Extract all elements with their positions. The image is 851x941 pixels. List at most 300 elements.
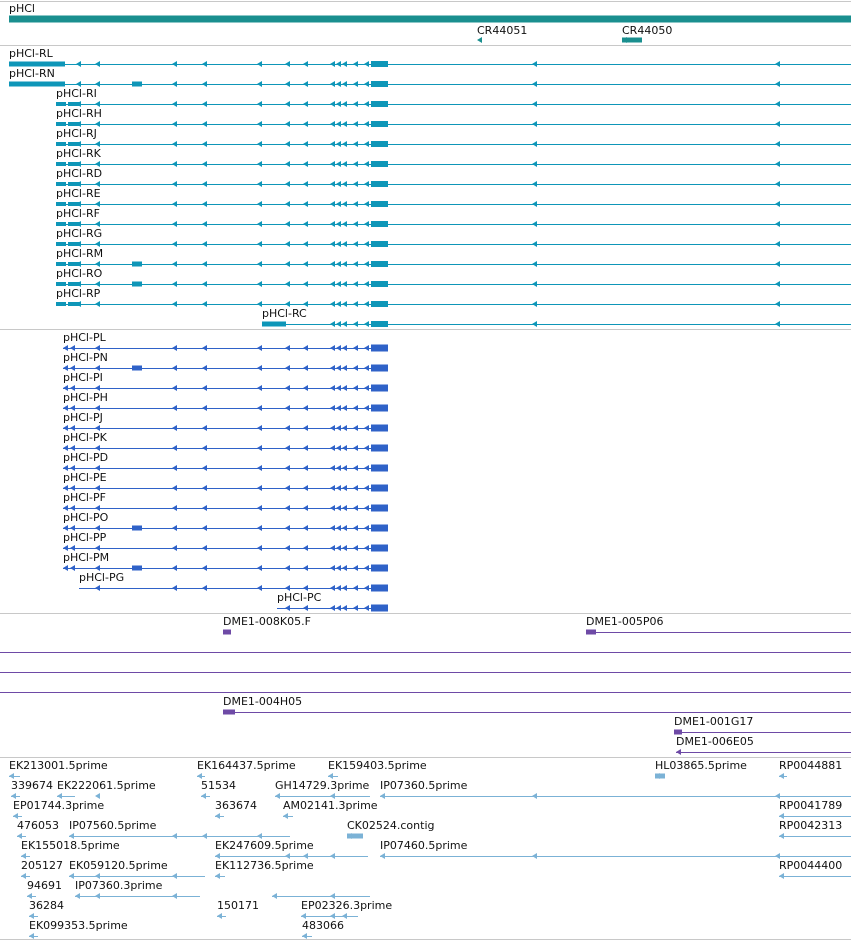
protein-strand-arrow [303,365,308,371]
protein-strand-arrow [364,505,369,511]
transcript-strand-arrow [257,281,262,287]
protein-strand-arrow [353,605,358,611]
transcript-strand-arrow [303,81,308,87]
transcript-strand-arrow [303,61,308,67]
transcript-strand-arrow [172,201,177,207]
protein-strand-arrow [336,465,341,471]
transcript-strand-arrow [364,301,369,307]
protein-strand-arrow [336,565,341,571]
protein-strand-arrow [257,545,262,551]
est-label: 483066 [302,919,344,932]
est-block[interactable] [347,834,363,839]
transcript-exon-block[interactable] [371,241,388,247]
protein-strand-arrow [342,445,347,451]
transcript-strand-arrow [330,301,335,307]
est-label: RP0044400 [779,859,843,872]
transcript-strand-arrow [257,201,262,207]
protein-exon-block[interactable] [371,565,388,572]
transcript-strand-arrow [285,181,290,187]
transcript-strand-arrow [336,221,341,227]
est-label: HL03865.5prime [655,759,747,772]
est-label: GH14729.3prime [275,779,370,792]
protein-strand-arrow [285,505,290,511]
noncoding-label: CR44050 [622,24,673,37]
protein-label: pHCl-PL [63,331,106,344]
protein-strand-arrow [353,465,358,471]
transcript-strand-arrow [364,241,369,247]
protein-strand-arrow [257,465,262,471]
est-label: CK02524.contig [347,819,435,832]
protein-strand-arrow [303,425,308,431]
est-label: EK222061.5prime [57,779,156,792]
protein-strand-arrow [303,445,308,451]
transcript-strand-arrow [532,201,537,207]
protein-strand-arrow [285,485,290,491]
protein-strand-arrow [342,345,347,351]
protein-strand-arrow [257,445,262,451]
transcript-utr-block[interactable] [9,82,65,87]
clone-block[interactable] [223,710,235,715]
protein-exon-block[interactable] [371,525,388,532]
transcript-strand-arrow [257,161,262,167]
transcript-utr-block[interactable] [56,222,66,226]
transcript-strand-arrow [202,221,207,227]
transcript-strand-arrow [336,101,341,107]
transcript-strand-arrow [172,101,177,107]
protein-exon-block[interactable] [371,345,388,352]
transcript-exon-block[interactable] [371,101,388,107]
protein-strand-arrow [336,585,341,591]
protein-strand-arrow [285,545,290,551]
protein-label: pHCl-PI [63,371,103,384]
transcript-strand-arrow [342,141,347,147]
clone-block[interactable] [674,730,682,735]
protein-strand-arrow [364,425,369,431]
transcript-strand-arrow [202,141,207,147]
transcript-strand-arrow [257,81,262,87]
transcript-utr-block[interactable] [56,302,66,306]
transcript-strand-arrow [202,81,207,87]
transcript-label: pHCl-RN [9,67,55,80]
transcript-strand-arrow [336,61,341,67]
protein-strand-arrow [364,465,369,471]
transcript-strand-arrow [775,121,780,127]
transcript-strand-arrow [532,221,537,227]
transcript-strand-arrow [353,61,358,67]
protein-strand-arrow [353,445,358,451]
transcript-label: pHCl-RP [56,287,101,300]
protein-strand-arrow [285,465,290,471]
protein-label: pHCl-PD [63,451,109,464]
protein-strand-arrow [342,545,347,551]
transcript-strand-arrow [202,121,207,127]
est-label: RP0042313 [779,819,843,832]
transcript-exon-block[interactable] [371,61,388,67]
est-arrow [172,873,177,879]
protein-strand-arrow [303,525,308,531]
protein-label: pHCl-PK [63,431,107,444]
protein-strand-arrow [303,385,308,391]
transcript-strand-arrow [257,181,262,187]
est-arrow [380,853,385,859]
transcript-strand-arrow [303,141,308,147]
transcript-label: pHCl-RK [56,147,101,160]
transcript-strand-arrow [285,141,290,147]
transcript-strand-arrow [775,81,780,87]
protein-strand-arrow [285,385,290,391]
transcript-utr-block[interactable] [56,122,66,126]
protein-strand-arrow [330,545,335,551]
est-label: RP0041789 [779,799,843,812]
protein-strand-arrow [172,505,177,511]
transcript-strand-arrow [532,121,537,127]
protein-label: pHCl-PP [63,531,107,544]
protein-exon-block[interactable] [371,425,388,432]
transcript-strand-arrow [342,201,347,207]
protein-exon-block[interactable] [132,366,142,371]
est-label: 476053 [17,819,59,832]
protein-strand-arrow [285,565,290,571]
protein-strand-arrow [202,425,207,431]
protein-strand-arrow [364,485,369,491]
protein-label: pHCl-PO [63,511,109,524]
transcript-strand-arrow [303,161,308,167]
transcript-exon-block[interactable] [371,221,388,227]
est-label: AM02141.3prime [283,799,378,812]
protein-exon-block[interactable] [371,465,388,472]
protein-strand-arrow [336,405,341,411]
protein-strand-arrow [303,545,308,551]
transcript-exon-block[interactable] [371,141,388,147]
transcript-exon-block[interactable] [132,282,142,287]
protein-label: pHCl-PE [63,471,107,484]
transcript-strand-arrow [364,141,369,147]
transcript-strand-arrow [95,301,100,307]
est-arrow [29,933,34,939]
transcript-strand-arrow [303,201,308,207]
protein-strand-arrow [353,545,358,551]
est-arrow [172,893,177,899]
transcript-strand-arrow [336,241,341,247]
transcript-strand-arrow [285,221,290,227]
transcript-utr-block[interactable] [56,162,66,166]
transcript-strand-arrow [336,141,341,147]
est-arrow [21,873,26,879]
transcript-label: pHCl-RD [56,167,103,180]
clone-block[interactable] [586,630,596,635]
transcript-exon-block[interactable] [371,321,388,327]
transcript-strand-arrow [775,201,780,207]
transcript-strand-arrow [532,61,537,67]
est-label: EP01744.3prime [13,799,105,812]
protein-strand-arrow [202,465,207,471]
transcript-strand-arrow [330,61,335,67]
transcript-exon-block[interactable] [371,281,388,287]
protein-strand-arrow [353,425,358,431]
protein-strand-arrow [303,485,308,491]
transcript-utr-block[interactable] [56,282,66,286]
protein-strand-arrow [330,345,335,351]
transcript-exon-block[interactable] [132,82,142,87]
transcript-strand-arrow [336,161,341,167]
transcript-exon-block[interactable] [371,121,388,127]
est-label: EK059120.5prime [69,859,168,872]
protein-exon-block[interactable] [371,585,388,592]
protein-strand-arrow [330,425,335,431]
transcript-label: pHCl-RC [262,307,307,320]
transcript-exon-block[interactable] [371,181,388,187]
transcript-strand-arrow [202,161,207,167]
protein-strand-arrow [172,465,177,471]
transcript-strand-arrow [336,281,341,287]
transcript-strand-arrow [353,161,358,167]
transcript-utr-block[interactable] [56,202,66,206]
protein-strand-arrow [330,385,335,391]
transcript-utr-block[interactable] [56,182,66,186]
protein-strand-arrow [202,385,207,391]
est-arrow [330,853,335,859]
transcript-strand-arrow [336,201,341,207]
transcript-strand-arrow [202,241,207,247]
transcript-strand-arrow [532,181,537,187]
transcript-label: pHCl-RM [56,247,104,260]
protein-strand-arrow [353,505,358,511]
transcript-strand-arrow [330,261,335,267]
transcript-exon-block[interactable] [371,201,388,207]
est-arrow [532,793,537,799]
transcript-strand-arrow [775,261,780,267]
est-arrow [202,833,207,839]
transcript-utr-block[interactable] [9,62,65,67]
transcript-strand-arrow [330,101,335,107]
transcript-exon-block[interactable] [371,261,388,267]
transcript-strand-arrow [532,261,537,267]
transcript-strand-arrow [330,321,335,327]
transcript-strand-arrow [342,281,347,287]
protein-strand-arrow [257,585,262,591]
transcript-strand-arrow [336,81,341,87]
gene-label: pHCl [9,2,35,15]
protein-strand-arrow [342,505,347,511]
est-arrow [272,893,277,899]
transcript-strand-arrow [202,281,207,287]
protein-strand-arrow [70,565,75,571]
est-arrow [75,893,80,899]
transcript-strand-arrow [353,101,358,107]
protein-strand-arrow [342,525,347,531]
protein-strand-arrow [172,425,177,431]
protein-exon-block[interactable] [371,485,388,492]
transcript-strand-arrow [775,181,780,187]
transcript-strand-arrow [172,161,177,167]
protein-strand-arrow [202,585,207,591]
est-block[interactable] [655,774,665,779]
protein-strand-arrow [330,605,335,611]
protein-exon-block[interactable] [371,605,388,612]
protein-strand-arrow [257,385,262,391]
transcript-strand-arrow [172,241,177,247]
protein-strand-arrow [285,605,290,611]
est-label: EK112736.5prime [215,859,314,872]
protein-strand-arrow [364,565,369,571]
protein-strand-arrow [172,345,177,351]
transcript-strand-arrow [202,181,207,187]
protein-strand-arrow [353,405,358,411]
est-label: 94691 [27,879,62,892]
transcript-utr-block[interactable] [56,102,66,106]
transcript-strand-arrow [330,281,335,287]
protein-strand-arrow [342,605,347,611]
transcript-strand-arrow [336,301,341,307]
transcript-strand-arrow [257,121,262,127]
protein-exon-block[interactable] [371,405,388,412]
protein-label: pHCl-PJ [63,411,103,424]
protein-strand-arrow [336,365,341,371]
transcript-exon-block[interactable] [132,262,142,267]
transcript-strand-arrow [303,101,308,107]
est-label: EP02326.3prime [301,899,393,912]
protein-strand-arrow [172,545,177,551]
est-arrow [95,893,100,899]
protein-strand-arrow [330,585,335,591]
protein-strand-arrow [202,505,207,511]
transcript-exon-block[interactable] [371,161,388,167]
est-label: EK164437.5prime [197,759,296,772]
transcript-exon-block[interactable] [371,301,388,307]
transcript-strand-arrow [285,261,290,267]
transcript-strand-arrow [303,121,308,127]
protein-exon-block[interactable] [132,526,142,531]
est-arrow [215,873,220,879]
protein-strand-arrow [353,345,358,351]
transcript-utr-block[interactable] [262,322,286,327]
transcript-utr-block[interactable] [56,242,66,246]
clone-label: DME1-004H05 [223,695,303,708]
transcript-strand-arrow [353,321,358,327]
protein-strand-arrow [353,565,358,571]
transcript-strand-arrow [364,181,369,187]
protein-strand-arrow [172,485,177,491]
transcript-strand-arrow [364,281,369,287]
transcript-strand-arrow [775,241,780,247]
transcript-strand-arrow [364,201,369,207]
protein-strand-arrow [202,405,207,411]
transcript-strand-arrow [257,61,262,67]
transcript-strand-arrow [532,141,537,147]
protein-strand-arrow [257,425,262,431]
est-label: 339674 [11,779,53,792]
transcript-strand-arrow [172,141,177,147]
protein-label: pHCl-PC [277,591,322,604]
est-arrow [275,793,280,799]
est-label: 205127 [21,859,63,872]
protein-strand-arrow [353,365,358,371]
transcript-strand-arrow [532,301,537,307]
est-label: EK247609.5prime [215,839,314,852]
protein-label: pHCl-PN [63,351,108,364]
protein-strand-arrow [303,565,308,571]
protein-strand-arrow [285,525,290,531]
transcript-utr-block[interactable] [56,142,66,146]
transcript-strand-arrow [330,221,335,227]
protein-strand-arrow [364,365,369,371]
protein-strand-arrow [202,345,207,351]
protein-strand-arrow [172,405,177,411]
transcript-strand-arrow [172,181,177,187]
transcript-label: pHCl-RE [56,187,101,200]
transcript-strand-arrow [285,281,290,287]
transcript-strand-arrow [285,161,290,167]
transcript-strand-arrow [330,81,335,87]
protein-strand-arrow [285,345,290,351]
protein-strand-arrow [364,345,369,351]
transcript-strand-arrow [336,181,341,187]
transcript-utr-block[interactable] [56,262,66,266]
transcript-strand-arrow [202,301,207,307]
transcript-strand-arrow [775,321,780,327]
transcript-exon-block[interactable] [371,81,388,87]
est-arrow [283,813,288,819]
protein-strand-arrow [330,505,335,511]
transcript-strand-arrow [342,61,347,67]
est-arrow [775,853,780,859]
protein-exon-block[interactable] [132,566,142,571]
clone-block[interactable] [223,630,231,635]
transcript-strand-arrow [172,301,177,307]
protein-strand-arrow [285,365,290,371]
transcript-strand-arrow [95,61,100,67]
transcript-strand-arrow [285,201,290,207]
protein-strand-arrow [336,525,341,531]
transcript-strand-arrow [285,61,290,67]
transcript-label: pHCl-RO [56,267,103,280]
transcript-strand-arrow [364,81,369,87]
est-label: 51534 [201,779,236,792]
protein-strand-arrow [336,425,341,431]
protein-strand-arrow [172,565,177,571]
protein-strand-arrow [353,485,358,491]
protein-exon-block[interactable] [371,385,388,392]
transcript-strand-arrow [364,221,369,227]
protein-exon-block[interactable] [371,365,388,372]
transcript-strand-arrow [257,141,262,147]
est-arrow [779,833,784,839]
protein-strand-arrow [257,565,262,571]
gene-bar[interactable] [9,16,851,23]
transcript-strand-arrow [342,301,347,307]
protein-strand-arrow [342,485,347,491]
protein-strand-arrow [257,505,262,511]
transcript-strand-arrow [775,161,780,167]
transcript-strand-arrow [330,161,335,167]
transcript-strand-arrow [285,101,290,107]
transcript-strand-arrow [172,261,177,267]
transcript-strand-arrow [532,321,537,327]
transcript-strand-arrow [353,221,358,227]
transcript-strand-arrow [353,201,358,207]
protein-strand-arrow [257,405,262,411]
est-arrow [775,793,780,799]
est-arrow [17,833,22,839]
protein-exon-block[interactable] [371,445,388,452]
protein-exon-block[interactable] [371,545,388,552]
protein-strand-arrow [257,525,262,531]
clone-label: DME1-006E05 [676,735,754,748]
transcript-label: pHCl-RI [56,87,97,100]
est-label: 150171 [217,899,259,912]
noncoding-label: CR44051 [477,24,528,37]
protein-exon-block[interactable] [371,505,388,512]
